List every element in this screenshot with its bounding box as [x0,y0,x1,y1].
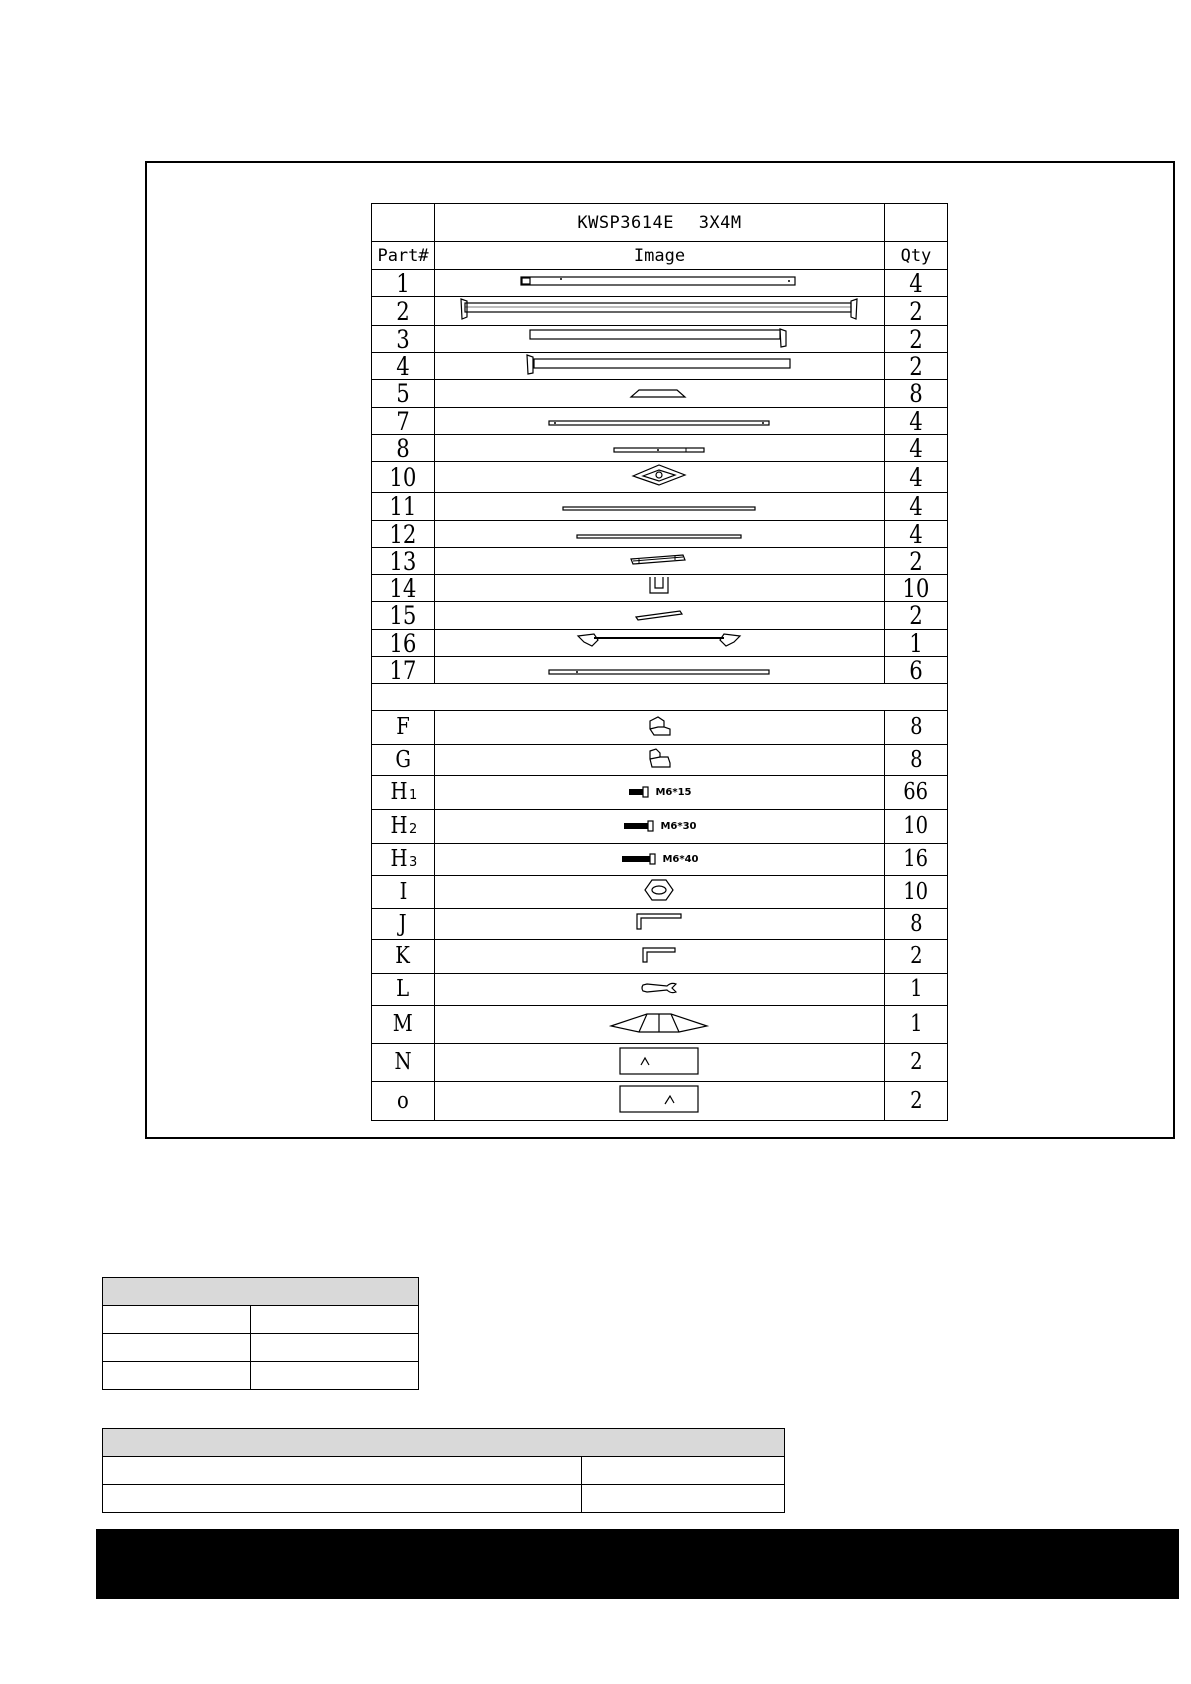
part-quantity: 4 [909,520,923,548]
channel-13-icon [629,551,689,567]
part-quantity: 8 [909,714,923,740]
image-header: Image [435,242,885,270]
part-number: 5 [396,379,410,408]
hardware-row [372,909,948,940]
part-number: 8 [396,434,410,462]
part-quantity: 2 [909,601,923,630]
part-number: 13 [389,547,417,575]
part-number: 15 [389,601,417,630]
bolt-long-icon [620,853,658,865]
rod-17-icon [547,668,771,676]
beam-3-icon [528,326,790,348]
part-row [372,493,948,521]
corner-cell [372,204,435,242]
channel-15-icon [634,609,684,621]
part-quantity: 4 [909,492,923,521]
hardware-row [372,876,948,909]
part-row [372,630,948,657]
panel-o-icon [619,1085,699,1113]
bolt-size-label: M6*40 [662,853,699,865]
section-separator [372,684,948,711]
parts-table [371,203,948,1121]
part-quantity: 4 [909,434,923,462]
part-row [372,380,948,408]
part-row [372,462,948,493]
part-number: 4 [396,352,410,380]
part-row [372,353,948,380]
hardware-row [372,974,948,1006]
hardware-row [372,745,948,776]
hardware-row [372,940,948,974]
part-quantity: 10 [902,574,930,602]
part-number: 3 [396,325,410,353]
part-number: M [393,1011,414,1037]
part-quantity: 2 [909,943,923,969]
part-number: 10 [389,462,417,492]
blank-table-header [103,1278,419,1306]
part-quantity: 2 [909,296,923,326]
part-quantity: 1 [909,976,923,1002]
footer-black-bar [96,1529,1179,1599]
part-quantity: 1 [909,1011,923,1037]
part-number: 16 [389,629,417,657]
part-number: o [397,1087,409,1114]
beam-4-icon [524,353,794,375]
hardware-row [372,776,948,810]
part-row [372,408,948,435]
part-quantity: 66 [903,779,929,805]
part-number: I [399,878,407,905]
part-quantity: 10 [903,878,929,905]
rod-11-icon [561,506,757,512]
beam-1-icon [519,273,799,289]
u-clip-icon [647,575,671,597]
part-quantity: 4 [909,407,923,435]
model-title: KWSP3614E 3X4M [435,204,885,242]
hardware-row [372,844,948,876]
beam-2-icon [459,297,859,321]
part-row [372,657,948,684]
part-subscript: 2 [408,822,418,837]
connector-f-icon [646,715,672,737]
part-row [372,575,948,602]
part-row [372,521,948,548]
part-number: L [396,976,410,1002]
part-quantity: 2 [909,352,923,380]
part-quantity: 8 [909,746,923,773]
allen-key-long-icon [635,912,683,932]
part-number: H [390,813,408,839]
base-plate-icon [629,462,689,488]
part-quantity: 1 [909,629,923,657]
hardware-row [372,1044,948,1082]
part-number: K [395,943,411,969]
part-quantity: 16 [903,846,929,872]
part-row [372,435,948,462]
part-quantity: 10 [903,813,929,839]
part-quantity: 2 [909,1049,923,1075]
qty-header: Qty [884,242,947,270]
bolt-short-icon [627,786,651,798]
part-row [372,297,948,326]
part-number: 12 [389,520,417,548]
allen-key-short-icon [641,946,677,964]
canopy-icon [609,1010,709,1036]
hex-nut-icon [639,877,679,903]
part-number: F [396,714,410,740]
rod-8-icon [612,446,706,454]
blank-info-table [102,1277,419,1390]
part-number: H [390,846,408,872]
part-quantity: 8 [909,910,923,937]
wrench-icon [639,979,679,997]
blank-wide-header [103,1429,785,1457]
part-quantity: 2 [909,1087,923,1114]
connector-g-icon [646,747,672,769]
bolt-size-label: M6*15 [655,786,692,798]
hardware-row [372,810,948,844]
part-subscript: 3 [408,855,418,870]
part-number: 1 [396,269,410,297]
part-row [372,602,948,630]
part-row [372,270,948,297]
rod-7-icon [547,419,771,427]
panel-n-icon [619,1047,699,1075]
hardware-row [372,1006,948,1044]
hardware-row [372,711,948,745]
part-number: 2 [396,296,410,326]
part-row [372,548,948,575]
top-frame-icon [576,632,742,650]
part-number: H [390,779,408,805]
bolt-medium-icon [622,820,656,832]
rod-12-icon [575,534,743,540]
part-header: Part# [372,242,435,270]
bracket-icon [629,387,689,399]
part-quantity: 6 [909,656,923,684]
part-quantity: 2 [909,547,923,575]
part-number: G [395,746,411,773]
part-quantity: 2 [909,325,923,353]
part-quantity: 4 [909,269,923,297]
part-number: J [399,910,407,937]
part-number: 11 [389,492,417,521]
bolt-size-label: M6*30 [660,820,697,832]
part-row [372,326,948,353]
hardware-row [372,1082,948,1121]
part-number: 14 [389,574,417,602]
part-number: 17 [389,656,417,684]
part-number: 7 [396,407,410,435]
blank-wide-table [102,1428,785,1513]
part-quantity: 4 [909,462,923,492]
part-subscript: 1 [408,788,418,803]
part-quantity: 8 [909,379,923,408]
part-number: N [394,1049,412,1075]
